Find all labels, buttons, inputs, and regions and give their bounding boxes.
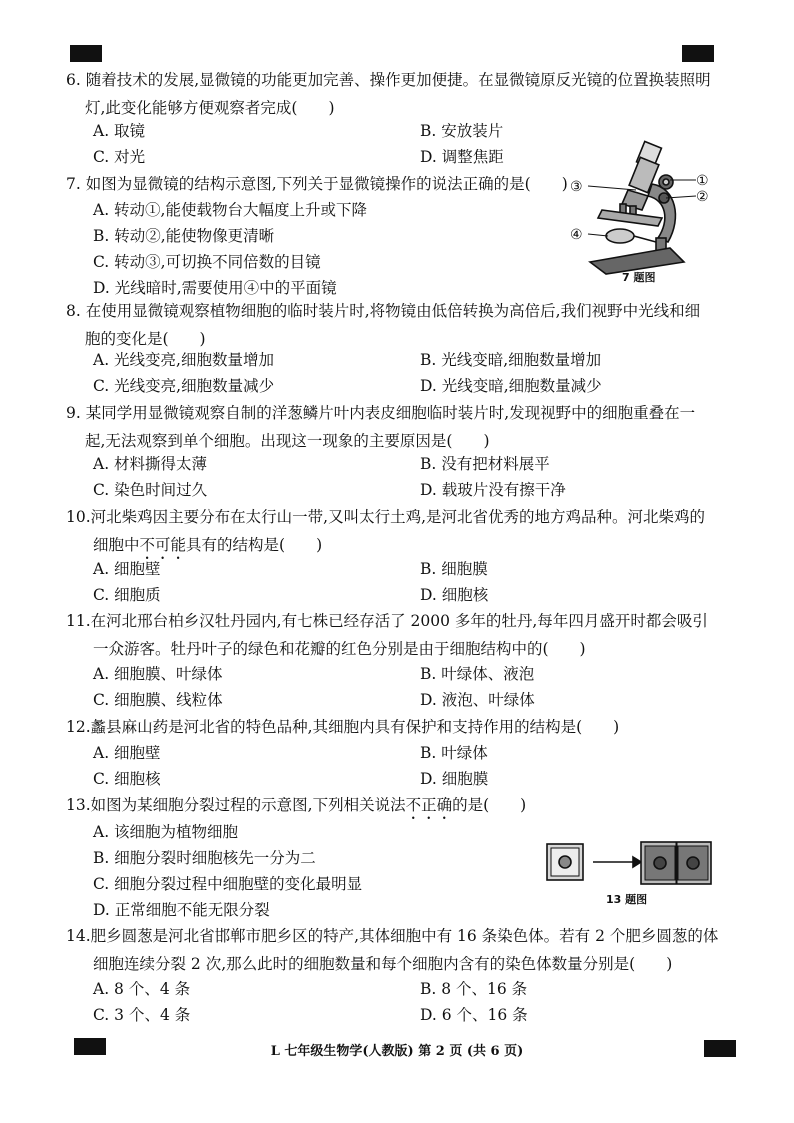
- question-8-stem: [66, 297, 726, 353]
- question-text: 在河北邢台柏乡汉牡丹园内,有七株已经存活了 2000 多年的牡丹,每年四月盛开时都会吸引: [90, 612, 708, 630]
- question-number: 9.: [66, 404, 81, 422]
- q9-option-a[interactable]: A. 材料撕得太薄: [93, 455, 208, 473]
- question-text: 如图为显微镜的结构示意图,下列关于显微镜操作的说法正确的是( ): [85, 175, 568, 193]
- question-11-stem: [66, 607, 726, 663]
- q7-option-d[interactable]: D. 光线暗时,需要使用④中的平面镜: [93, 279, 337, 297]
- q8-option-a[interactable]: A. 光线变亮,细胞数量增加: [93, 351, 274, 369]
- q6-option-a[interactable]: A. 取镜: [93, 122, 146, 140]
- question-text: 蠡县麻山药是河北省的特色品种,其细胞内具有保护和支持作用的结构是( ): [90, 718, 620, 736]
- question-12-stem: [66, 713, 726, 741]
- cell-division-diagram: [545, 840, 715, 890]
- q13-option-b[interactable]: B. 细胞分裂时细胞核先一分为二: [93, 849, 316, 867]
- q11-option-d[interactable]: D. 液泡、叶绿体: [420, 691, 535, 709]
- question-text: 河北柴鸡因主要分布在太行山一带,又叫太行土鸡,是河北省优秀的地方鸡品种。河北柴鸡的: [90, 508, 706, 526]
- question-number: 8.: [66, 302, 81, 320]
- microscope-label-4: ④: [570, 227, 583, 243]
- q14-option-a[interactable]: A. 8 个、4 条: [93, 980, 191, 998]
- question-text-cont: 一众游客。牡丹叶子的绿色和花瓣的红色分别是由于细胞结构中的( ): [93, 640, 586, 658]
- q10-option-a[interactable]: A. 细胞壁: [93, 560, 161, 578]
- q6-option-d[interactable]: D. 调整焦距: [420, 148, 504, 166]
- q9-option-c[interactable]: C. 染色时间过久: [93, 481, 208, 499]
- q7-option-a[interactable]: A. 转动①,能使载物台大幅度上升或下降: [93, 201, 367, 219]
- question-text-cont: 胞的变化是( ): [85, 330, 206, 348]
- question-text: 的是( ): [452, 796, 527, 814]
- q11-option-a[interactable]: A. 细胞膜、叶绿体: [93, 665, 223, 683]
- q11-option-c[interactable]: C. 细胞膜、线粒体: [93, 691, 223, 709]
- alignment-marker-top-left: [70, 45, 102, 62]
- question-text: 某同学用显微镜观察自制的洋葱鳞片叶内表皮细胞临时装片时,发现视野中的细胞重叠在一: [85, 404, 696, 422]
- emphasis-text: 不正确: [405, 796, 453, 814]
- q12-option-b[interactable]: B. 叶绿体: [420, 744, 488, 762]
- page-footer: L 七年级生物学(人教版) 第 2 页 (共 6 页): [270, 1044, 524, 1059]
- question-text: 肥乡圆葱是河北省邯郸市肥乡区的特产,其体细胞中有 16 条染色体。若有 2 个肥乡圆葱的体: [90, 927, 719, 945]
- q12-option-d[interactable]: D. 细胞膜: [420, 770, 489, 788]
- q13-option-a[interactable]: A. 该细胞为植物细胞: [93, 823, 239, 841]
- q7-option-b[interactable]: B. 转动②,能使物像更清晰: [93, 227, 275, 245]
- question-14-stem: [66, 922, 726, 978]
- q9-option-d[interactable]: D. 载玻片没有擦干净: [420, 481, 566, 499]
- q9-option-b[interactable]: B. 没有把材料展平: [420, 455, 550, 473]
- q8-option-c[interactable]: C. 光线变亮,细胞数量减少: [93, 377, 275, 395]
- figure-13-caption: 13 题图: [606, 893, 648, 906]
- alignment-marker-top-right: [682, 45, 714, 62]
- q11-option-b[interactable]: B. 叶绿体、液泡: [420, 665, 535, 683]
- question-text-cont: 灯,此变化能够方便观察者完成( ): [85, 99, 335, 117]
- question-text: 随着技术的发展,显微镜的功能更加完善、操作更加便捷。在显微镜原反光镜的位置换装照明: [85, 71, 711, 89]
- q10-option-b[interactable]: B. 细胞膜: [420, 560, 488, 578]
- q14-option-c[interactable]: C. 3 个、4 条: [93, 1006, 191, 1024]
- q14-option-b[interactable]: B. 8 个、16 条: [420, 980, 528, 998]
- q6-option-b[interactable]: B. 安放装片: [420, 122, 504, 140]
- question-number: 13.: [66, 796, 91, 814]
- q12-option-a[interactable]: A. 细胞壁: [93, 744, 161, 762]
- q13-option-c[interactable]: C. 细胞分裂过程中细胞壁的变化最明显: [93, 875, 363, 893]
- question-text: 在使用显微镜观察植物细胞的临时装片时,将物镜由低倍转换为高倍后,我们视野中光线和细: [85, 302, 701, 320]
- microscope-label-3: ③: [570, 179, 583, 195]
- question-text-cont: 细胞连续分裂 2 次,那么此时的细胞数量和每个细胞内含有的染色体数量分别是( ): [93, 955, 673, 973]
- microscope-label-2: ②: [696, 189, 709, 205]
- microscope-label-1: ①: [696, 173, 709, 189]
- q10-option-c[interactable]: C. 细胞质: [93, 586, 161, 604]
- question-text-cont: 起,无法观察到单个细胞。出现这一现象的主要原因是( ): [85, 432, 490, 450]
- question-6-stem: [66, 66, 726, 122]
- q12-option-c[interactable]: C. 细胞核: [93, 770, 161, 788]
- q8-option-d[interactable]: D. 光线变暗,细胞数量减少: [420, 377, 602, 395]
- emphasis-text: 不可能: [139, 536, 187, 554]
- q8-option-b[interactable]: B. 光线变暗,细胞数量增加: [420, 351, 602, 369]
- figure-7-caption: 7 题图: [622, 271, 656, 284]
- q6-option-c[interactable]: C. 对光: [93, 148, 146, 166]
- question-number: 7.: [66, 175, 81, 193]
- question-text-cont: 具有的结构是( ): [186, 536, 323, 554]
- question-number: 10.: [66, 508, 91, 526]
- question-number: 11.: [66, 612, 91, 630]
- question-text: 如图为某细胞分裂过程的示意图,下列相关说法: [90, 796, 406, 814]
- q13-option-d[interactable]: D. 正常细胞不能无限分裂: [93, 901, 270, 919]
- question-text-cont: 细胞中: [93, 536, 140, 554]
- question-10-stem: [66, 503, 726, 563]
- q14-option-d[interactable]: D. 6 个、16 条: [420, 1006, 528, 1024]
- question-number: 6.: [66, 71, 81, 89]
- question-number: 14.: [66, 927, 91, 945]
- question-number: 12.: [66, 718, 91, 736]
- microscope-diagram: [566, 138, 726, 288]
- q10-option-d[interactable]: D. 细胞核: [420, 586, 489, 604]
- question-9-stem: [66, 399, 726, 455]
- q7-option-c[interactable]: C. 转动③,可切换不同倍数的目镜: [93, 253, 321, 271]
